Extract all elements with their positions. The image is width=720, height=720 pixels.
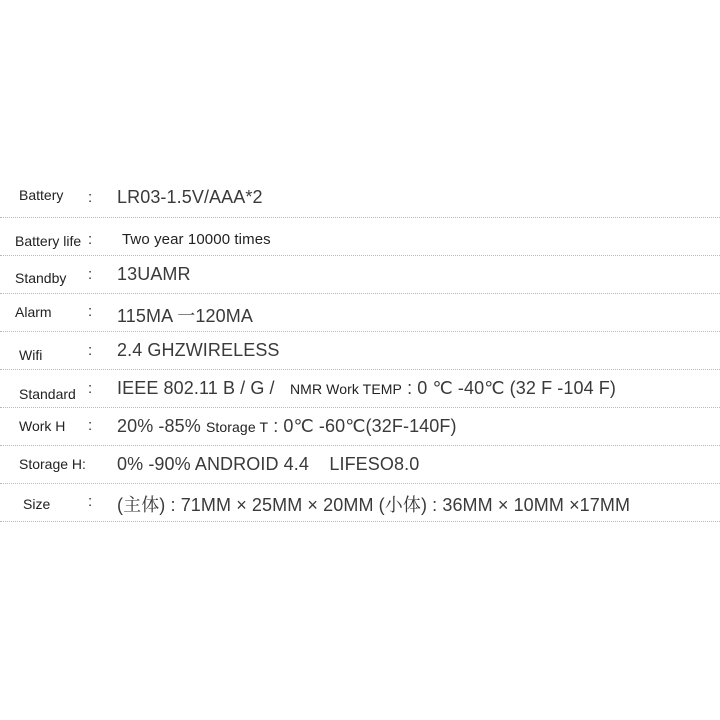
- spec-sub-label: NMR Work TEMP: [289, 381, 402, 397]
- spec-colon: :: [88, 380, 93, 397]
- spec-row-standby: [0, 256, 720, 294]
- spec-label: Battery life: [15, 233, 82, 249]
- spec-row-storage-h: [0, 446, 720, 484]
- spec-value: [117, 416, 457, 437]
- spec-row-standard: [0, 370, 720, 408]
- spec-value: 115MA 一120MA: [117, 306, 253, 326]
- spec-label: Work H: [19, 418, 66, 434]
- spec-colon: :: [88, 189, 93, 206]
- spec-sub-value: : 0 ℃ -40℃ (32 F -104 F): [407, 378, 616, 398]
- spec-label: Wifi: [19, 347, 43, 363]
- spec-colon: :: [88, 303, 93, 320]
- spec-row-size: [0, 484, 720, 522]
- spec-row-work-h: [0, 408, 720, 446]
- spec-label: Storage H:: [19, 456, 86, 472]
- spec-value: 0% -90% ANDROID 4.4 LIFESO8.0: [117, 454, 420, 474]
- spec-colon: :: [88, 342, 93, 359]
- spec-sub-label: Storage T: [205, 419, 269, 435]
- spec-colon: :: [88, 417, 93, 434]
- spec-colon: :: [88, 493, 93, 510]
- spec-row-battery: [0, 180, 720, 218]
- spec-label: Standard: [19, 386, 76, 402]
- spec-value-main: 20% -85%: [117, 416, 201, 436]
- spec-label: Size: [23, 496, 51, 512]
- spec-label: Alarm: [15, 304, 52, 320]
- spec-label: Standby: [15, 270, 67, 286]
- spec-value: 13UAMR: [117, 264, 191, 284]
- spec-value: Two year 10000 times: [122, 231, 271, 248]
- spec-value: 2.4 GHZWIRELESS: [117, 340, 280, 360]
- spec-colon: :: [88, 231, 93, 248]
- spec-colon: :: [88, 266, 93, 283]
- spec-label: Battery: [19, 187, 64, 203]
- spec-value: LR03-1.5V/AAA*2: [117, 187, 263, 207]
- row-divider: [0, 521, 720, 522]
- spec-value: [117, 378, 616, 399]
- spec-value-main: IEEE 802.11 B / G /: [117, 378, 275, 398]
- spec-value: (主体) : 71MM × 25MM × 20MM (小体) : 36MM × 10MM ×17MM: [117, 495, 631, 515]
- spec-row-battery-life: [0, 218, 720, 256]
- spec-sub-value: : 0℃ -60℃(32F-140F): [273, 416, 457, 436]
- spec-row-alarm: [0, 294, 720, 332]
- spec-row-wifi: [0, 332, 720, 370]
